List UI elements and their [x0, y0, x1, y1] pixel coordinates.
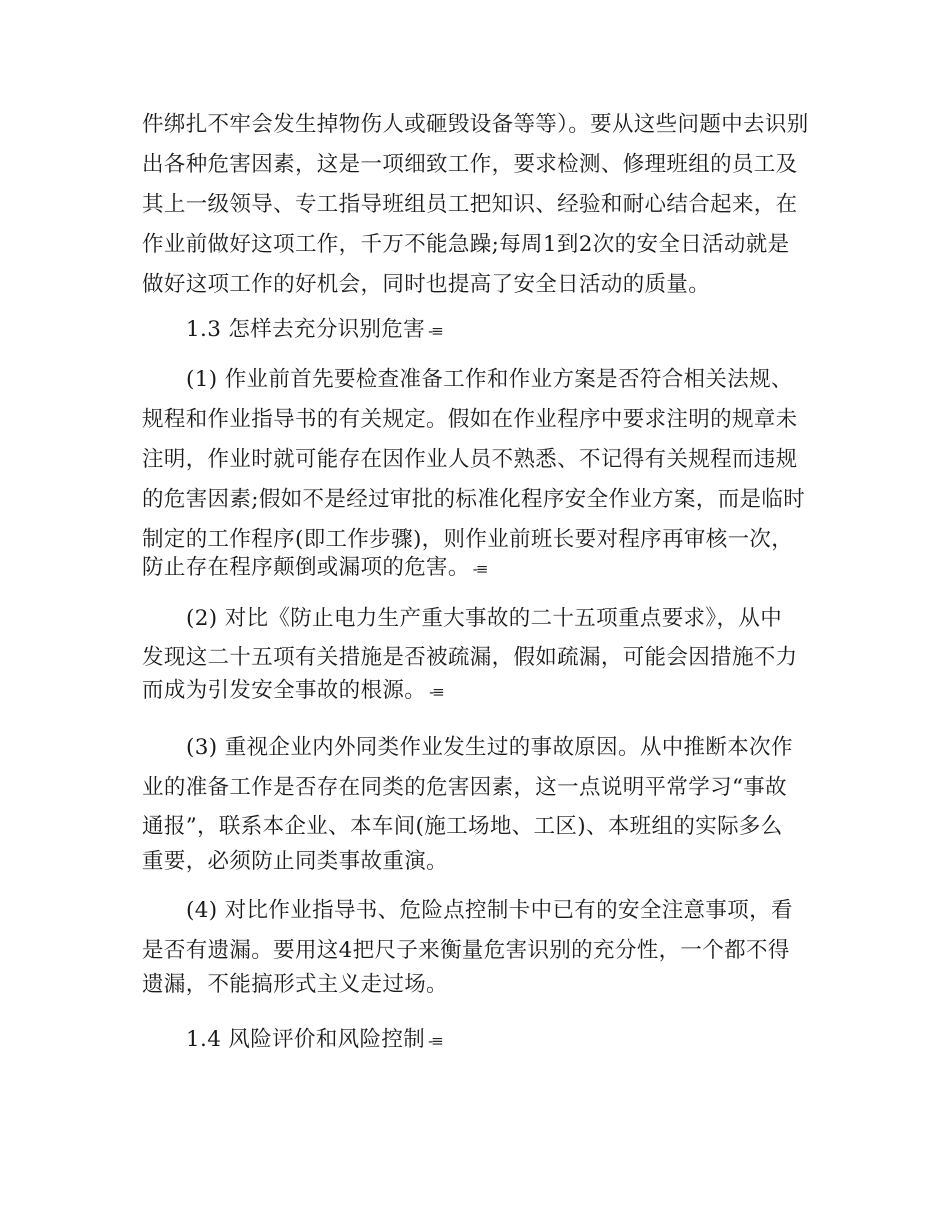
paragraph-mark-icon: -≡ — [428, 1032, 442, 1050]
item-2-line-2: 发现这二十五项有关措施是否被疏漏，假如疏漏，可能会因措施不力 — [142, 645, 798, 670]
item-1-line-1: (1) 作业前首先要检查准备工作和作业方案是否符合相关法规、 — [186, 367, 793, 392]
item-2-line-3-text: 而成为引发安全事故的根源。 — [142, 678, 427, 703]
item-3-line-1: (3) 重视企业内外同类作业发生过的事故原因。从中推断本次作 — [186, 735, 793, 760]
item-1-line-4: 的危害因素;假如不是经过审批的标准化程序安全作业方案，而是临时 — [142, 487, 806, 512]
section-heading-1-3 — [186, 315, 442, 346]
paragraph-1-line-2: 出各种危害因素，这是一项细致工作，要求检测、修理班组的员工及 — [142, 152, 798, 177]
section-heading-1-4-text: 1.4 风险评价和风险控制 — [186, 1027, 426, 1052]
item-1-line-5: 制定的工作程序(即工作步骤)，则作业前班长要对程序再审核一次， — [142, 527, 794, 552]
item-2-line-1: (2) 对比《防止电力生产重大事故的二十五项重点要求》，从中 — [186, 606, 783, 631]
item-1-line-2: 规程和作业指导书的有关规定。假如在作业程序中要求注明的规章未 — [142, 407, 798, 432]
item-1-line-6 — [142, 553, 486, 584]
item-3-line-4: 重要，必须防止同类事故重演。 — [142, 849, 448, 874]
item-1-line-3: 注明，作业时就可能存在因作业人员不熟悉、不记得有关规程而违规 — [142, 447, 798, 472]
item-4-line-2: 是否有遗漏。要用这4把尺子来衡量危害识别的充分性，一个都不得 — [142, 938, 790, 963]
item-1-line-6-text: 防止存在程序颠倒或漏项的危害。 — [142, 555, 470, 580]
item-4-line-3: 遗漏，不能搞形式主义走过场。 — [142, 972, 448, 997]
paragraph-1-line-3: 其上一级领导、专工指导班组员工把知识、经验和耐心结合起来，在 — [142, 192, 798, 217]
paragraph-1-line-5: 做好这项工作的好机会，同时也提高了安全日活动的质量。 — [142, 272, 711, 297]
paragraph-mark-icon: -≡ — [428, 322, 442, 340]
item-4-line-1: (4) 对比作业指导书、危险点控制卡中已有的安全注意事项，看 — [186, 898, 793, 923]
item-2-line-3 — [142, 676, 443, 707]
paragraph-1-line-4: 作业前做好这项工作，千万不能急躁;每周1到2次的安全日活动就是 — [142, 232, 790, 257]
paragraph-1-line-1: 件绑扎不牢会发生掉物伤人或砸毁设备等等）。要从这些问题中去识别 — [142, 112, 809, 137]
section-heading-1-4 — [186, 1025, 442, 1056]
paragraph-mark-icon: -≡ — [429, 683, 443, 701]
section-heading-1-3-text: 1.3 怎样去充分识别危害 — [186, 317, 426, 342]
item-3-line-2: 业的准备工作是否存在同类的危害因素，这一点说明平常学习“事故 — [142, 775, 787, 800]
paragraph-mark-icon: -≡ — [472, 560, 487, 578]
item-3-line-3: 通报”，联系本企业、本车间(施工场地、工区)、本班组的实际多么 — [142, 814, 783, 839]
